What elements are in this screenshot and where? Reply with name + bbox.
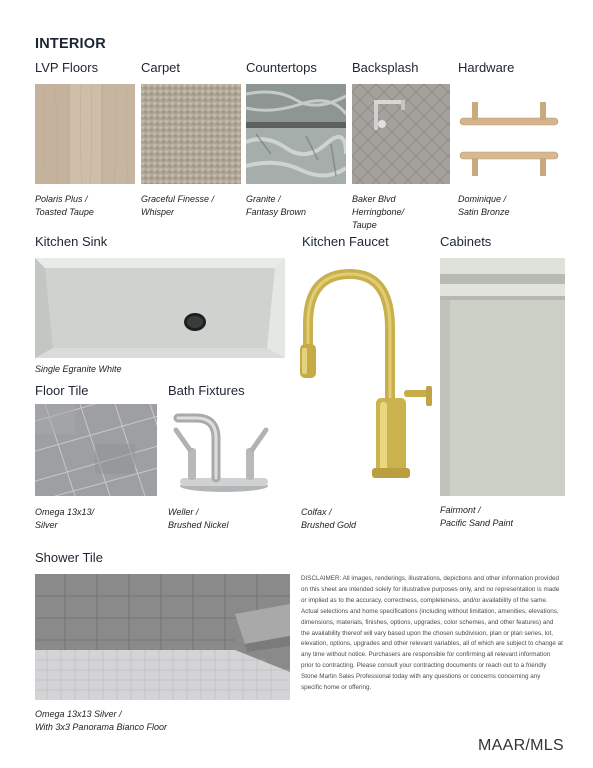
bath-fixture-image bbox=[168, 404, 276, 496]
hardware-swatch bbox=[458, 84, 560, 184]
lvp-floor-swatch bbox=[35, 84, 135, 184]
caption-floor-tile: Omega 13x13/ Silver bbox=[35, 507, 95, 530]
caption-kitchen-sink: Single Egranite White bbox=[35, 364, 122, 374]
section-label-lvp-floors: LVP Floors bbox=[35, 60, 99, 75]
section-label-floor-tile: Floor Tile bbox=[35, 383, 89, 398]
section-label-hardware: Hardware bbox=[458, 60, 515, 75]
caption-hardware: Dominique / Satin Bronze bbox=[458, 194, 510, 217]
section-label-backsplash: Backsplash bbox=[352, 60, 419, 75]
caption-lvp-floors: Polaris Plus / Toasted Taupe bbox=[35, 194, 94, 217]
section-label-kitchen-faucet: Kitchen Faucet bbox=[302, 234, 389, 249]
cabinet-image bbox=[440, 258, 565, 496]
carpet-swatch bbox=[141, 84, 241, 184]
backsplash-swatch bbox=[352, 84, 450, 184]
caption-bath-fixtures: Weller / Brushed Nickel bbox=[168, 507, 229, 530]
section-label-bath-fixtures: Bath Fixtures bbox=[168, 383, 245, 398]
shower-tile-image bbox=[35, 574, 290, 700]
mls-watermark: MAAR/MLS bbox=[478, 737, 564, 754]
caption-countertops: Granite / Fantasy Brown bbox=[246, 194, 307, 217]
countertop-swatch bbox=[246, 84, 346, 184]
caption-kitchen-faucet: Colfax / Brushed Gold bbox=[301, 507, 357, 530]
kitchen-sink-image bbox=[35, 258, 285, 358]
floor-tile-image bbox=[35, 404, 157, 496]
disclaimer-text: DISCLAIMER: All images, renderings, illustrations, depictions and other information provided on this sheet are intended solely for illustrative purposes only, and no representation is made or implied as to the accuracy, correctness, completeness, and/or availability of the same. Actual selections and home specifications (including without limitation, amenities, elevations, dimensions, materials, finishes, options, upgrades, color schemes, and other features) and the availability thereof will vary based upon the chosen subdivision, plan or plan series, lot, elevation, options, upgrades and other relevant variables, all of which are subject to change at any time without notice. Purchasers are responsible for confirming all relevant information prior to contracting. Please consult your contracting documents or reach out to a friendly Stone Martin Sales Professional today with any questions or concerns concerning any specific home or offering. bbox=[301, 575, 563, 692]
caption-shower-tile: Omega 13x13 Silver / With 3x3 Panorama Bianco Floor bbox=[35, 709, 167, 732]
page-title: INTERIOR bbox=[35, 36, 106, 52]
caption-carpet: Graceful Finesse / Whisper bbox=[141, 194, 215, 217]
section-label-kitchen-sink: Kitchen Sink bbox=[35, 234, 108, 249]
caption-cabinets: Fairmont / Pacific Sand Paint bbox=[440, 505, 514, 528]
kitchen-faucet-image bbox=[286, 258, 438, 492]
section-label-shower-tile: Shower Tile bbox=[35, 550, 103, 565]
section-label-cabinets: Cabinets bbox=[440, 234, 492, 249]
caption-backsplash: Baker Blvd Herringbone/ Taupe bbox=[352, 194, 405, 230]
section-label-carpet: Carpet bbox=[141, 60, 181, 75]
section-label-countertops: Countertops bbox=[246, 60, 317, 75]
